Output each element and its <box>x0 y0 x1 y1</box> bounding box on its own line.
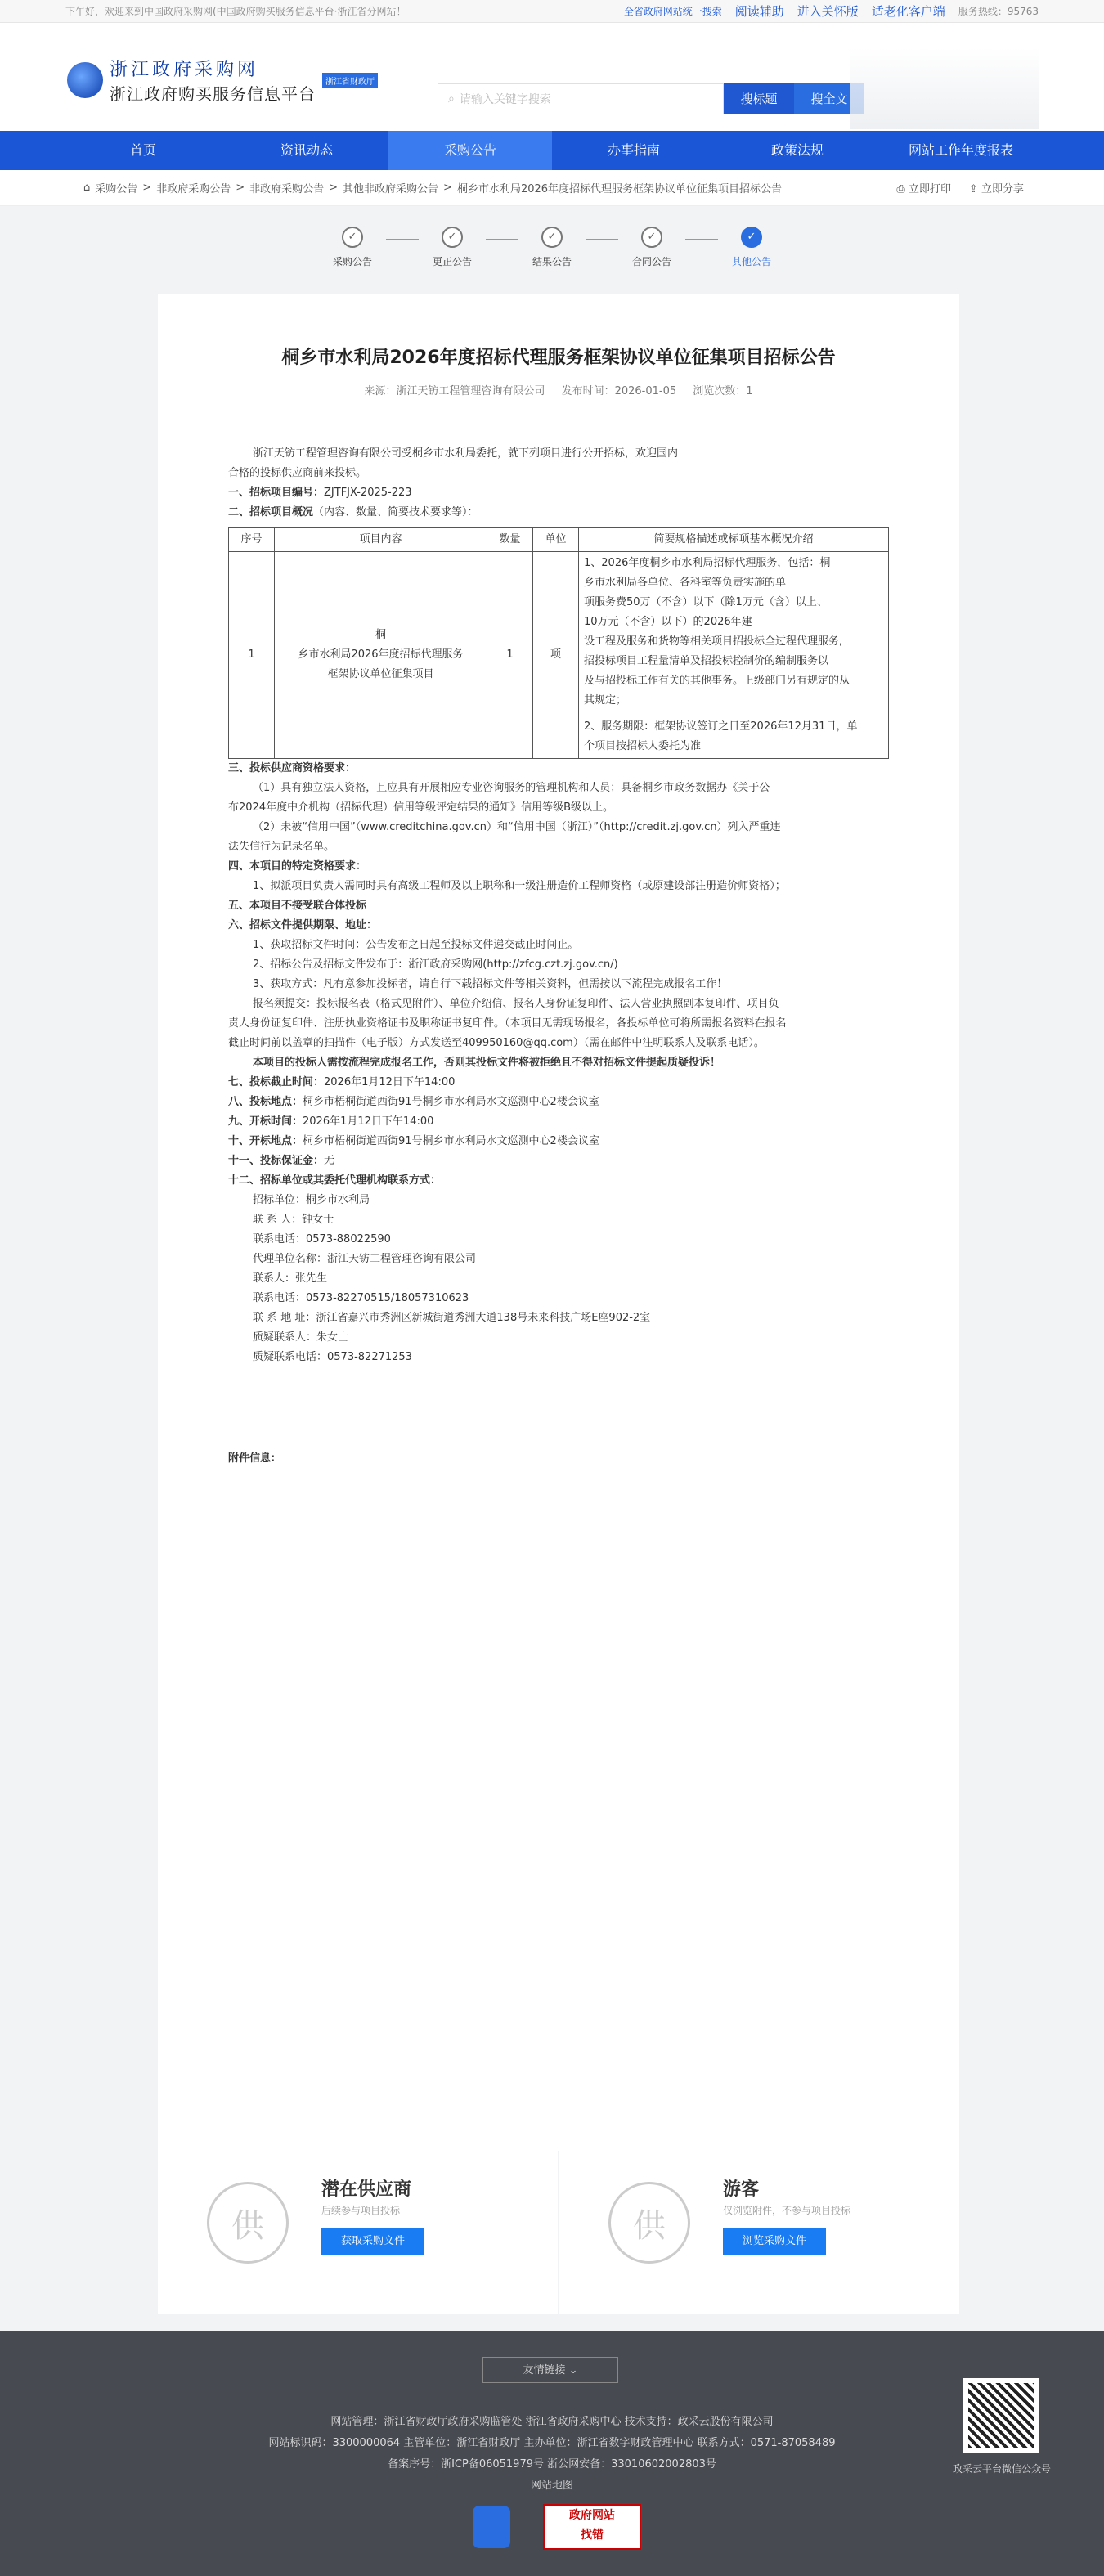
print-button[interactable]: ⎙ 立即打印 <box>896 183 951 195</box>
step-procurement[interactable]: ✓ 采购公告 <box>319 227 386 268</box>
browse-docs-button[interactable]: 浏览采购文件 <box>723 2228 826 2255</box>
breadcrumb-item[interactable]: 非政府采购公告 <box>156 183 231 195</box>
step-other[interactable]: ✓ 其他公告 <box>718 227 785 268</box>
search-placeholder: 请输入关键字搜索 <box>459 93 551 106</box>
nav-guide[interactable]: 办事指南 <box>607 142 660 158</box>
nav-procurement[interactable]: 采购公告 <box>388 131 552 170</box>
supplier-user-icon: 供 <box>207 2182 289 2264</box>
step-correction[interactable]: ✓ 更正公告 <box>419 227 486 268</box>
visitor-card: 供 游客 仅浏览附件，不参与项目投标 浏览采购文件 <box>559 2134 959 2314</box>
article-card: 桐乡市水利局2026年度招标代理服务框架协议单位征集项目招标公告 来源：浙江天钫工程管理咨询有限公司 发布时间：2026-01-05 浏览次数：1 浙江天钫工程管理咨询有限公司受桐乡市水利局委托，就下列项目进行公开招标，欢迎国内 合格的投标供应商前来投标。 一、招标项目编号：ZJTFJX-2025-223 二、招标项目概况（内容、数量、简要技术要求等）： 序号 项目内容 数量 单位 简要规格描述或标项基本概况介绍 1 桐 乡市水利局2026年度招标代理服务 框架协议单位征集项目 1 项 1、2026年度桐乡市水利局招标代理服务，包括：桐 乡市水利局各单位、各科室等负责实施的单 项服务费50万（不含）以下（除1万元（含）以上、 10万元（不含）以下）的2026年建 设工程及服务和货物等相关项目招投标全过程代理服务, 招投标项目工程量清单及招投标控制价的编制服务以 及与招投标工作有关的其他事务。上级部门另有规定的从 其规定； 2、服务期限：框架协议签订之日至2026年12月31日，单 个项目按招标人委托为准 三、投标供应商资格要求： （1）具有独立法人资格，且应具有开展相应专业咨询服务的管理机构和人员；具备桐乡市政务数据办《关于公 布2024年度中介机构（招标代理）信用等级评定结果的通知》信用等级B级以上。 （2）未被“信用中国”（www.creditchina.gov.cn）和“信用中国（浙江）”（http://credit.zj.gov.cn）列入严重违 法失信行为记录名单。 四、本项目的特定资格要求： 1、拟派项目负责人需同时具有高级工程师及以上职称和一级注册造价工程师资格（或原建设部注册造价师资格）； 五、本项目不接受联合体投标 六、招标文件提供期限、地址： 1、获取招标文件时间：公告发布之日起至投标文件递交截止时间止。 2、招标公告及招标文件发布于：浙江政府采购网(http://zfcg.czt.zj.gov.cn/) 3、获取方式：凡有意参加投标者，请自行下载招标文件等相关资料，但需按以下流程完成报名工作！ 报名须提交：投标报名表（格式见附件）、单位介绍信、报名人身份证复印件、法人营业执照副本复印件、项目负 责人身份证复印件、注册执业资格证书及职称证书复印件。（本项目无需现场报名，各投标单位可将所需报名资料在报名 截止时间前以盖章的扫描件（电子版）方式发送至409950160@qq.com）（需在邮件中注明联系人及联系电话）。 本项目的投标人需按流程完成报名工作，否则其投标文件将被拒绝且不得对招标文件提起质疑投诉！ 七、投标截止时间：2026年1月12日下午14:00 八、投标地点：桐乡市梧桐街道西街91号桐乡市水利局水文巡测中心2楼会议室 九、开标时间：2026年1月12日下午14:00 十、开标地点：桐乡市梧桐街道西街91号桐乡市水利局水文巡测中心2楼会议室 十一、投标保证金：无 十二、招标单位或其委托代理机构联系方式： 招标单位：桐乡市水利局 联 系 人：钟女士 联系电话：0573-88022590 代理单位名称：浙江天钫工程管理咨询有限公司 联系人：张先生 联系电话：0573-82270515/18057310623 联 系 地 址：浙江省嘉兴市秀洲区新城街道秀洲大道138号未来科技广场E座902-2室 质疑联系人：朱女士 质疑联系电话：0573-82271253 附件信息: <box>158 294 959 2151</box>
search-title-button[interactable]: 搜标题 <box>724 83 794 114</box>
visitor-user-icon: 供 <box>608 2182 690 2264</box>
site-logo[interactable] <box>67 56 378 105</box>
site-footer: 友情链接 ⌄ 网站管理：浙江省财政厅政府采购监管处 浙江省政府采购中心 技术支持：政采云股份有限公司 网站标识码：3300000064 主管单位：浙江省财政厅 主办单位：浙江省数字财政管理中心 联系方式：0571-87058489 备案序号：浙ICP备06051979号 浙公网安备：33010602002803号 网站地图 政府网站 找错 政采云平台微信公众号 <box>0 2331 1104 2576</box>
nav-news[interactable]: 资讯动态 <box>280 142 333 158</box>
top-bar <box>0 0 1104 23</box>
greeting-text: 下午好，欢迎来到中国政府采购网(中国政府购买服务信息平台·浙江省分网站！ <box>65 6 406 17</box>
check-icon: ✓ <box>741 227 762 248</box>
search-fulltext-button[interactable]: 搜全文 <box>794 83 864 114</box>
reading-aid-link[interactable]: 阅读辅助 <box>734 4 784 19</box>
sitemap-link[interactable]: 网站地图 <box>530 2480 573 2492</box>
breadcrumb-item[interactable]: 非政府采购公告 <box>249 183 325 195</box>
check-icon: ✓ <box>342 227 363 248</box>
department-badge: 浙江省财政厅 <box>322 73 378 88</box>
intro-text: 合格的投标供应商前来投标。 <box>228 467 367 479</box>
main-nav <box>0 131 1104 170</box>
logo-title: 浙江政府采购网 <box>110 60 259 80</box>
chevron-down-icon: ⌄ <box>568 2364 578 2376</box>
header-decoration <box>850 47 1039 129</box>
get-docs-button[interactable]: 获取采购文件 <box>321 2228 424 2255</box>
care-version-link[interactable]: 进入关怀版 <box>797 4 859 19</box>
shield-badge-icon[interactable] <box>473 2506 510 2548</box>
logo-subtitle: 浙江政府购买服务信息平台 <box>110 84 316 104</box>
gov-site-error-badge[interactable]: 政府网站 找错 <box>543 2504 641 2550</box>
notice-steps <box>0 206 1104 288</box>
article-title: 桐乡市水利局2026年度招标代理服务框架协议单位征集项目招标公告 <box>281 348 836 368</box>
step-result[interactable]: ✓ 结果公告 <box>518 227 586 268</box>
share-icon: ⇪ <box>968 183 981 195</box>
article-date: 发布时间：2026-01-05 <box>561 385 677 397</box>
logo-emblem-icon <box>67 62 103 98</box>
article-source: 来源：浙江天钫工程管理咨询有限公司 <box>364 385 545 397</box>
article-views: 浏览次数：1 <box>693 385 753 397</box>
printer-icon: ⎙ <box>896 183 909 195</box>
breadcrumb: ⌂ 采购公告 > 非政府采购公告 > 非政府采购公告 > 其他非政府采购公告 > 桐乡市水利局2026年度招标代理服务框架协议单位征集项目招标公告 ⎙ 立即打印 ⇪ 立即分享 <box>0 170 1104 206</box>
potential-supplier-card: 供 潜在供应商 后续参与项目投标 获取采购文件 <box>158 2134 558 2314</box>
friendly-links-select[interactable]: 友情链接 ⌄ <box>482 2357 618 2383</box>
hotline-text: 服务热线：95763 <box>958 6 1039 17</box>
table-row: 1 桐 乡市水利局2026年度招标代理服务 框架协议单位征集项目 1 项 1、2026年度桐乡市水利局招标代理服务，包括：桐 乡市水利局各单位、各科室等负责实施的单 项服务费50万（不含）以下（除1万元（含）以上、 10万元（不含）以下）的2026年建 设工程及服务和货物等相关项目招投标全过程代理服务, 招投标项目工程量清单及招投标控制价的编制服务以 及与招投标工作有关的其他事务。上级部门另有规定的从 其规定； 2、服务期限：框架协议签订之日至2026年12月31日，单 个项目按招标人委托为准 <box>229 552 889 759</box>
wechat-qr-code <box>963 2378 1039 2453</box>
intro-text: 浙江天钫工程管理咨询有限公司受桐乡市水利局委托，就下列项目进行公开招标，欢迎国内 <box>253 447 679 460</box>
search-input[interactable] <box>438 83 724 114</box>
nav-annual-report[interactable]: 网站工作年度报表 <box>908 142 1013 158</box>
search-icon: ⌕ <box>448 92 455 105</box>
site-header <box>0 23 1104 131</box>
nav-policy[interactable]: 政策法规 <box>770 142 824 158</box>
attachments-label: 附件信息: <box>228 1452 276 1465</box>
unified-search-link[interactable]: 全省政府网站统一搜索 <box>623 6 722 17</box>
breadcrumb-item[interactable]: 采购公告 <box>95 183 138 195</box>
article-meta <box>158 382 959 397</box>
step-contract[interactable]: ✓ 合同公告 <box>618 227 685 268</box>
breadcrumb-item[interactable]: 其他非政府采购公告 <box>343 183 439 195</box>
check-icon: ✓ <box>442 227 463 248</box>
check-icon: ✓ <box>541 227 563 248</box>
home-icon[interactable]: ⌂ <box>83 182 91 194</box>
check-icon: ✓ <box>641 227 662 248</box>
breadcrumb-current: 桐乡市水利局2026年度招标代理服务框架协议单位征集项目招标公告 <box>456 183 783 195</box>
nav-home[interactable]: 首页 <box>129 142 156 158</box>
project-table: 序号 项目内容 数量 单位 简要规格描述或标项基本概况介绍 1 桐 乡市水利局2026年度招标代理服务 框架协议单位征集项目 1 项 1、2026年度桐乡市水利局招标代理服务，包括：桐 乡市水利局各单位、各科室等负责实施的单 项服务费50万（不含）以下（除1万元（含）以上、 10万元（不含）以下）的2026年建 设工程及服务和货物等相关项目招投标全过程代理服务, 招投标项目工程量清单及招投标控制价的编制服务以 及与招投标工作有关的其他事务。上级部门另有规定的从 其规定； 2、服务期限：框架协议签订之日至2026年12月31日，单 个项目按招标人委托为准 <box>228 527 889 759</box>
role-select <box>158 2134 959 2314</box>
share-button[interactable]: ⇪ 立即分享 <box>968 183 1024 195</box>
elderly-client-link[interactable]: 适老化客户端 <box>871 4 945 19</box>
